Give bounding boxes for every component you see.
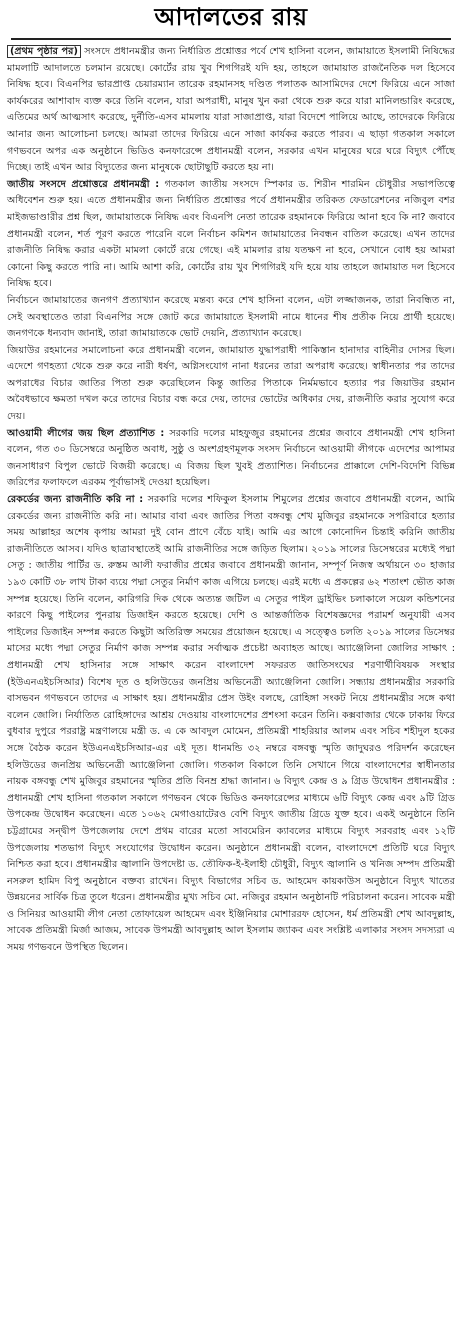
article-body [7,44,455,957]
article-paragraph [7,177,455,293]
continued-from-front-label: (প্রথম পৃষ্ঠার পর) [7,45,81,58]
headline-bar [11,0,451,40]
article-paragraph [7,293,455,343]
article-headline: আদালতের রায় [154,2,308,31]
paragraph-text: সংসদে প্রধানমন্ত্রীর জন্য নির্ধারিত প্রশ্নোত্তর পর্বে শেখ হাসিনা বলেন, জামায়াতে ইসলামী নিষিদ্ধের মামলাটি আদালতে চলমান রয়েছে। কোর্টের রায় খুব শিগগিরই যদি হয়, তাহলে জামায়াত রাজনৈতিক দল হিসেবে নিষিদ্ধ হবে। বিএনপির ভারপ্রাপ্ত চেয়ারম্যান তারেক রহমানসহ দণ্ডিত পলাতক আসামিদের দেশে ফিরিয়ে এনে সাজা কার্যকরের আশাবাদ ব্যক্ত করে তিনি বলেন, যারা অপরাধী, মানুষ খুন করা থেকে শুরু করে যারা মানিলন্ডারিং করেছে, এতিমের অর্থ আত্মসাৎ করেছে, দুর্নীতি-এসব মামলায় যারা সাজাপ্রাপ্ত, যারা বিদেশে পালিয়ে আছে, তাদেরকে ফিরিয়ে আনার জন্য আলোচনা চলছে। আমরা তাদের ফিরিয়ে এনে সাজা কার্যকর করতে পারব। এ ছাড়া গতকাল সকালে গণভবনে অপর এক অনুষ্ঠানে ভিডিও কনফারেন্সে প্রধানমন্ত্রী বলেন, সরকার এখন মানুষের ঘরে ঘরে বিদ্যুৎ পৌঁছে দিচ্ছে। তাই এখন আর বিদ্যুতের জন্য মানুষকে ছোটাছুটি করতে হয় না। [7,46,455,174]
article-paragraph [7,426,455,492]
paragraph-text: সরকারি দলের শফিকুল ইসলাম শিমুলের প্রশ্নের জবাবে প্রধানমন্ত্রী বলেন, আমি রেকর্ডের জন্য রাজনীতি করি না। আমার বাবা এবং জাতির পিতা বঙ্গবন্ধু শেখ মুজিবুর রহমানকে সপরিবারে হত্যার সময় আল্লাহর অশেষ কৃপায় আমরা দুই বোন প্রাণে বেঁচে যাই। আমি এর আগে কোনোদিন চিন্তাই করিনি জাতীয় রাজনীতিতে আসব। যদিও ছাত্রাবস্থাতেই আমি রাজনীতির সঙ্গে জড়িত ছিলাম। ২০১৯ সালের ডিসেম্বরের মধ্যেই পদ্মা সেতু : জাতীয় পার্টির ড. রুস্তম আলী ফরাজীর প্রশ্নের জবাবে প্রধানমন্ত্রী জানান, সম্পূর্ণ নিজস্ব অর্থায়নে ৩০ হাজার ১৯৩ কোটি ৩৮ লাখ টাকা ব্যয়ে পদ্মা সেতুর নির্মাণ কাজ এগিয়ে চলছে। এরই মধ্যে এ প্রকল্পের ৬২ শতাংশ ভৌত কাজ সম্পন্ন হয়েছে। তিনি বলেন, কারিগরি দিক থেকে অত্যন্ত জটিল এ সেতুর পাইল ড্রাইভিং চলাকালে সয়েল কন্ডিশনের কারণে কিছু পাইলের পুনরায় ডিজাইন করতে হয়েছে। দেশি ও আন্তর্জাতিক বিশেষজ্ঞদের পরামর্শ অনুযায়ী এসব পাইলের ডিজাইন সম্পন্ন করতে কিছুটা অতিরিক্ত সময়ের প্রয়োজন হয়েছে। এ সত্ত্বেও চলতি ২০১৯ সালের ডিসেম্বর মাসের মধ্যে পদ্মা সেতুর নির্মাণ কাজ সম্পন্ন করার সর্বাত্মক প্রচেষ্টা অব্যাহত আছে। অ্যাঞ্জেলিনা জোলির সাক্ষাৎ : প্রধানমন্ত্রী শেখ হাসিনার সঙ্গে সাক্ষাৎ করেন বাংলাদেশ সফররত জাতিসংঘের শরণার্থীবিষয়ক সংস্থার (ইউএনএইচসিআর) বিশেষ দূত ও হলিউডের জনপ্রিয় অভিনেত্রী অ্যাঞ্জেলিনা জোলি। সন্ধ্যায় প্রধানমন্ত্রীর সরকারি বাসভবন গণভবনে তাদের এ সাক্ষাৎ হয়। প্রধানমন্ত্রীর প্রেস উইং বলছে, রোহিঙ্গা সংকট নিয়ে প্রধানমন্ত্রীর সঙ্গে কথা বলেন জোলি। নির্যাতিত রোহিঙ্গাদের আশ্রয় দেওয়ায় বাংলাদেশের প্রশংসা করেন তিনি। কক্সবাজার থেকে ঢাকায় ফিরে বুধবার দুপুরে পররাষ্ট্র মন্ত্রণালয়ে মন্ত্রী ড. এ কে আবদুল মোমেন, প্রতিমন্ত্রী শাহরিয়ার আলম এবং সচিব শহীদুল হকের সঙ্গে বৈঠক করেন ইউএনএইচসিআর-এর এই দূত। ধানমন্ডি ৩২ নম্বরে বঙ্গবন্ধু স্মৃতি জাদুঘরও পরিদর্শন করেছেন হলিউডের জনপ্রিয় অভিনেত্রী অ্যাঞ্জেলিনা জোলি। গতকাল বিকালে তিনি সেখানে গিয়ে বাংলাদেশের স্বাধীনতার নায়ক বঙ্গবন্ধু শেখ মুজিবুর রহমানের স্মৃতির প্রতি বিনম্র শ্রদ্ধা জানান। ৬ বিদ্যুৎ কেন্দ্র ও ৯ গ্রিড উদ্বোধন প্রধানমন্ত্রীর : প্রধানমন্ত্রী শেখ হাসিনা গতকাল সকালে গণভবন থেকে ভিডিও কনফারেন্সের মাধ্যমে ৬টি বিদ্যুৎ কেন্দ্র এবং ৯টি গ্রিড উপকেন্দ্র উদ্বোধন করেছেন। এতে ১০৬২ মেগাওয়াটেরও বেশি বিদ্যুৎ জাতীয় গ্রিডে যুক্ত হবে। একই অনুষ্ঠানে তিনি চট্টগ্রামের সন্দ্বীপ উপজেলায় দেশে প্রথম বারের মতো সাবমেরিন ক্যাবলের মাধ্যমে বিদ্যুৎ সরবরাহ এবং ১২টি উপজেলায় শতভাগ বিদ্যুৎ সংযোগের উদ্বোধন করেন। অনুষ্ঠানে প্রধানমন্ত্রী বলেন, বাংলাদেশে প্রতিটি ঘরে বিদ্যুৎ নিশ্চিত করা হবে। প্রধানমন্ত্রীর জ্বালানি উপদেষ্টা ড. তৌফিক-ই-ইলাহী চৌধুরী, বিদ্যুৎ জ্বালানি ও খনিজ সম্পদ প্রতিমন্ত্রী নসরুল হামিদ বিপু অনুষ্ঠানে বক্তব্য রাখেন। বিদ্যুৎ বিভাগের সচিব ড. আহমেদ কায়কাউস অনুষ্ঠানে বিদ্যুৎ খাতের উন্নয়নের সার্বিক চিত্র তুলে ধরেন। প্রধানমন্ত্রীর মুখ্য সচিব মো. নজিবুর রহমান অনুষ্ঠানটি পরিচালনা করেন। সাবেক মন্ত্রী ও সিনিয়র আওয়ামী লীগ নেতা তোফায়েল আহমেদ এবং ইঞ্জিনিয়ার মোশাররফ হোসেন, ধর্ম প্রতিমন্ত্রী শেখ আবদুল্লাহ, সাবেক প্রতিমন্ত্রী মির্জা আজম, সাবেক উপমন্ত্রী আবদুল্লাহ আল ইসলাম জ্যাকব এবং সংশ্লিষ্ট এলাকার সংসদ সদস্যরা এ সময় গণভবনে উপস্থিত ছিলেন। [7,494,455,954]
section-subhead: জাতীয় সংসদে প্রশ্নোত্তরে প্রধানমন্ত্রী : [7,178,160,190]
section-subhead: আওয়ামী লীগের জয় ছিল প্রত্যাশিত : [7,427,165,439]
paragraph-text: সরকারি দলের মাহফুজুর রহমানের প্রশ্নের জবাবে প্রধানমন্ত্রী শেখ হাসিনা বলেন, গত ৩০ ডিসেম্বরে অনুষ্ঠিত অবাধ, সুষ্ঠু ও অংশগ্রহণমূলক সংসদ নির্বাচনে আওয়ামী লীগকে এদেশের আপামর জনসাধারণ বিপুল ভোটে বিজয়ী করেছে। এ বিজয় ছিল খুবই প্রত্যাশিত। নির্বাচনের প্রাক্কালে দেশি-বিদেশি বিভিন্ন জরিপের ফলাফলে এরকম পূর্বাভাসই দেওয়া হয়েছিল। [7,427,455,489]
paragraph-text: নির্বাচনে জামায়াতের জনগণ প্রত্যাখ্যান করেছে মন্তব্য করে শেখ হাসিনা বলেন, এটা লজ্জাজনক, তারা নিবন্ধিত না, সেই অবস্থাতেও তারা বিএনপির সঙ্গে জোট করে জামায়াতে ইসলামী নামে ধানের শীষ প্রতীক নিয়ে প্রার্থী হয়েছে। জনগণকে ধন্যবাদ জানাই, তারা জামায়াতকে ভোট দেয়নি, প্রত্যাখ্যান করেছে। [7,294,455,340]
article-paragraph [7,492,455,957]
section-subhead: রেকর্ডের জন্য রাজনীতি করি না : [7,494,144,506]
paragraph-text: জিয়াউর রহমানের সমালোচনা করে প্রধানমন্ত্রী বলেন, জামায়াত যুদ্ধাপরাধী পাকিস্তান হানাদার বাহিনীর দোসর ছিল। এদেশে গণহত্যা থেকে শুরু করে নারী ধর্ষণ, অগ্নিসংযোগ নানা ধরনের তারা অপরাধ করেছে। স্বাধীনতার পর তাদের অপরাধের বিচার জাতির পিতা শুরু করেছিলেন কিন্তু জাতির পিতাকে নির্মমভাবে হত্যার পর জিয়াউর রহমান অবৈধভাবে ক্ষমতা দখল করে তাদের বিচার বন্ধ করে দেয়, তাদের ভোটের অধিকার দেয়, রাজনীতি করার সুযোগ করে দেয়। [7,344,455,423]
article-paragraph [7,343,455,426]
paragraph-text: গতকাল জাতীয় সংসদে স্পিকার ড. শিরীন শারমিন চৌধুরীর সভাপতিত্বে অধিবেশন শুরু হয়। এতে প্রধানমন্ত্রীর জন্য নির্ধারিত প্রশ্নোত্তর পর্বে প্রধানমন্ত্রীর তরিকত ফেডারেশনের নজিবুল বশর মাইজভাণ্ডারীর প্রশ্ন ছিল, জামায়াতকে নিষিদ্ধ এবং বিএনপি নেতা তারেক রহমানকে ফিরিয়ে আনা হবে কি না? জবাবে প্রধানমন্ত্রী বলেন, শর্ত পূরণ করতে পারেনি বলে নির্বাচন কমিশন জামায়াতের নিবন্ধন বাতিল করেছে। এখন তাদের রাজনীতি নিষিদ্ধ করার একটা মামলা কোর্টে রয়ে গেছে। এই মামলার রায় যতক্ষণ না হবে, সেখানে বোধ হয় আমরা কোনো কিছু করতে পারি না। আমি আশা করি, কোর্টের রায় খুব শিগগিরই যদি হয়ে যায় তাহলে জামায়াত দল হিসেবে নিষিদ্ধ হবে। [7,178,455,290]
article-paragraph [7,44,455,177]
